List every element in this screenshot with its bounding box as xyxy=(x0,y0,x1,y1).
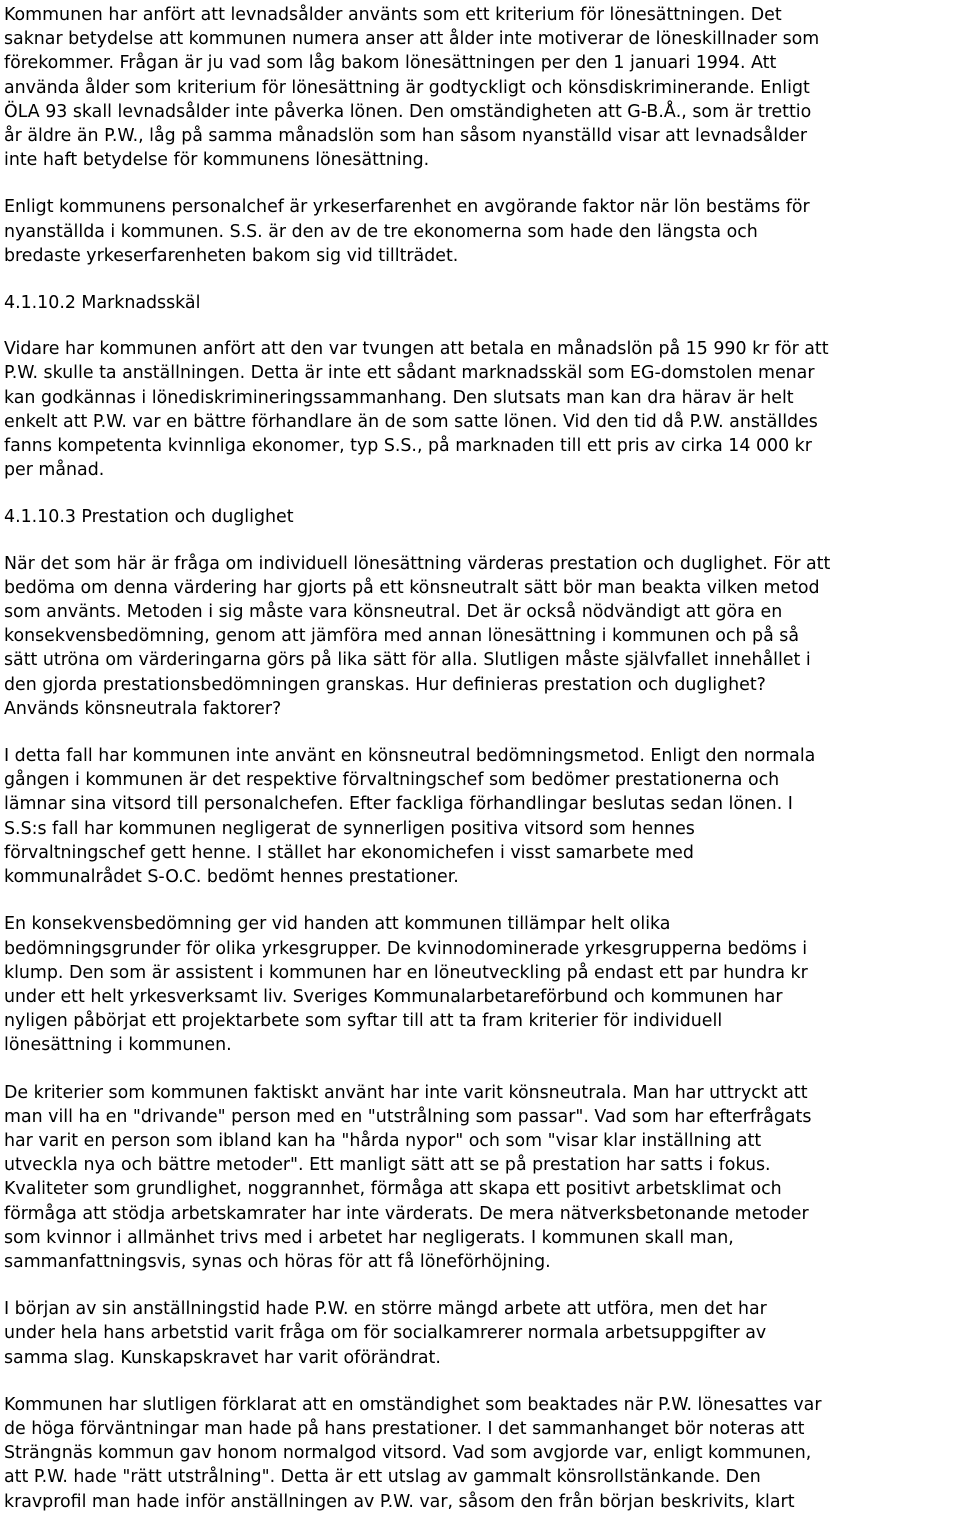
paragraph-consequence-assessment: En konsekvensbedömning ger vid handen att kommunen tillämpar helt olika bedömningsgrunder för olika yrkesgrupper. De kvinnodominerade yrkesgrupperna bedöms i klump. Den som är assistent i kommunen har en löneutveckling på endast ett par hundra kr under ett helt yrkesverksamt liv. Sveriges Kommunalarbetareförbund och kommunen har nyligen påbörjat ett projektarbete som syftar till att ta fram kriterier för individuell lönesättning i kommunen. xyxy=(4,914,808,1056)
paragraph-employment-start: I början av sin anställningstid hade P.W. en större mängd arbete att utföra, men det har under hela hans arbetstid varit fråga om för socialkamrerer normala arbetsuppgifter av samma slag. Kunskapskravet har varit oförändrat. xyxy=(4,1299,767,1368)
document-page xyxy=(4,3,956,1514)
paragraph-non-neutral-method: I detta fall har kommunen inte använt en könsneutral bedömningsmetod. Enligt den normala gången i kommunen är det respektive förvaltningschef som bedömer prestationerna och lämnar sina vitsord till personalchefen. Efter fackliga förhandlingar beslutas sedan lönen. I S.S:s fall har kommunen negligerat de synnerligen positiva vitsord som hennes förvaltningschef gett henne. I stället har ekonomichefen i visst samarbete med kommunalrådet S-O.C. bedömt hennes prestationer. xyxy=(4,746,816,888)
section-heading-market-reasons: 4.1.10.2 Marknadsskäl xyxy=(4,293,201,314)
section-heading-performance: 4.1.10.3 Prestation och duglighet xyxy=(4,507,294,528)
paragraph-expectations: Kommunen har slutligen förklarat att en omständighet som beaktades när P.W. lönesattes var de höga förväntningar man hade på hans prestationer. I det sammanhanget bör noteras att Strängnäs kommun gav honom normalgod vitsord. Vad som avgjorde var, enligt kommunen, att P.W. hade "rätt utstrålning". Detta är ett utslag av gammalt könsrollstänkande. Den kravprofil man hade inför anställningen av P.W. var, såsom den från början beskrivits, klart xyxy=(4,1394,822,1512)
paragraph-work-experience: Enligt kommunens personalchef är yrkeserfarenhet en avgörande faktor när lön bestäms för nyanställda i kommunen. S.S. är den av de tre ekonomerna som hade den längsta och bredaste yrkeserfarenheten bakom sig vid tillträdet. xyxy=(4,197,810,266)
paragraph-performance-method: När det som här är fråga om individuell lönesättning värderas prestation och duglighet. För att bedöma om denna värdering har gjorts på ett könsneutralt sätt bör man beakta vilken metod som använts. Metoden i sig måste vara könsneutral. Det är också nödvändigt att göra en konsekvensbedömning, genom att jämföra med annan lönesättning i kommunen och på så sätt utröna om värderingarna görs på lika sätt för alla. Slutligen måste självfallet innehållet i den gjorda prestationsbedömningen granskas. Hur definieras prestation och duglighet? Används könsneutrala faktorer? xyxy=(4,553,831,719)
paragraph-age-criterion: Kommunen har anfört att levnadsålder använts som ett kriterium för lönesättningen. Det saknar betydelse att kommunen numera anser att ålder inte motiverar de löneskillnader som förekommer. Frågan är ju vad som låg bakom lönesättningen per den 1 januari 1994. Att använda ålder som kriterium för lönesättning är godtyckligt och könsdiskriminerande. Enligt ÖLA 93 skall levnadsålder inte påverka lönen. Den omständigheten att G-B.Å., som är trettio år äldre än P.W., låg på samma månadslön som han såsom nyanställd visar att levnadsålder inte haft betydelse för kommunens lönesättning. xyxy=(4,5,820,171)
paragraph-criteria: De kriterier som kommunen faktiskt använt har inte varit könsneutrala. Man har uttryckt att man vill ha en "drivande" person med en "utstrålning som passar". Vad som har efterfrågats har varit en person som ibland kan ha "hårda nypor" och som "visar klar inställning att utveckla nya och bättre metoder". Ett manligt sätt att se på prestation har satts i fokus. Kvaliteter som grundlighet, noggrannhet, förmåga att skapa ett positivt arbetsklimat och förmåga att stödja arbetskamrater har inte värderats. De mera nätverksbetonande metoder som kvinnor i allmänhet trivs med i arbetet har negligerats. I kommunen skall man, sammanfattningsvis, synas och höras för att få löneförhöjning. xyxy=(4,1082,812,1272)
paragraph-market-reasons: Vidare har kommunen anfört att den var tvungen att betala en månadslön på 15 990 kr för att P.W. skulle ta anställningen. Detta är inte ett sådant marknadsskäl som EG-domstolen menar kan godkännas i lönediskrimineringssammanhang. Den slutsats man kan dra härav är helt enkelt att P.W. var en bättre förhandlare än de som satte lönen. Vid den tid då P.W. anställdes fanns kompetenta kvinnliga ekonomer, typ S.S., på marknaden till ett pris av cirka 14 000 kr per månad. xyxy=(4,339,829,481)
